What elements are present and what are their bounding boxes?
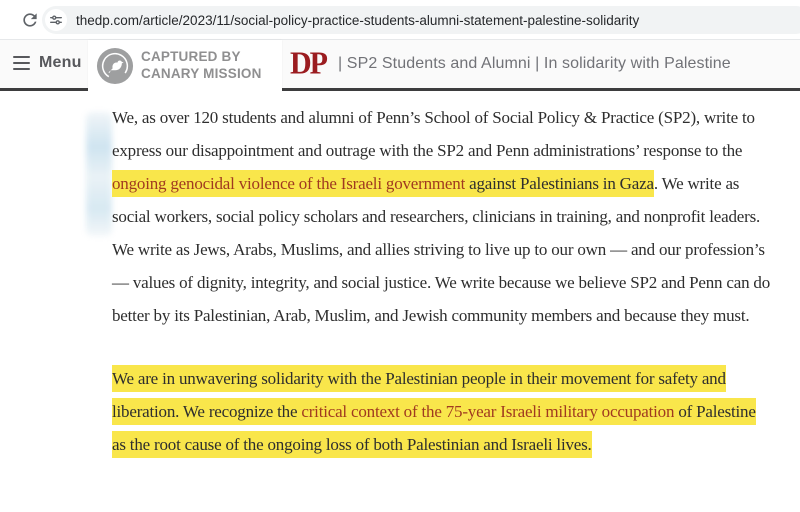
menu-label: Menu [39,54,82,71]
article-paragraph [112,362,772,461]
url-text[interactable]: thedp.com/article/2023/11/social-policy-practice-students-alumni-statement-palestine-solidarity [76,12,640,28]
page-title: | SP2 Students and Alumni | In solidarity with Palestine [338,55,731,72]
canary-bird-icon [96,47,134,85]
watermark-text [141,49,262,81]
hamburger-icon [13,56,30,71]
article-paragraph [112,101,772,332]
inline-link[interactable]: critical context of the 75-year Israeli military occupation [301,398,674,425]
watermark-line1: CAPTURED BY [141,49,241,65]
text-segment: We are in unwavering solidarity with the Palestinian people in their movement for safety and liberation. We recognize the [112,365,726,425]
menu-button[interactable] [13,54,82,72]
reload-icon[interactable] [20,10,40,30]
masthead [290,40,731,88]
article-content [0,91,800,509]
blurred-share-widget [86,112,112,236]
url-bar[interactable] [42,6,800,34]
inline-link[interactable]: ongoing genocidal violence of the Israeli government [112,170,465,197]
text-segment: of Palestine as the root cause of the ongoing loss of both Palestinian and Israeli lives. [112,398,756,458]
text-segment: . We write as social workers, social policy scholars and researchers, clinicians in training, and nonprofit leaders. We write as Jews, Arabs, Muslims, and allies striving to live up to our own — and our profession’s — values of dignity, integrity, and social justice. We write because we believe SP2 and Penn can do better by its Palestinian, Arab, Muslim, and Jewish community members and because they must. [112,174,771,325]
site-header [0,40,800,91]
site-info-icon[interactable] [45,9,67,31]
text-segment: against Palestinians in Gaza [465,170,654,197]
dp-logo[interactable]: DP [290,46,326,81]
browser-address-bar [0,0,800,40]
canary-mission-watermark [88,40,282,91]
text-segment: We, as over 120 students and alumni of Penn’s School of Social Policy & Practice (SP2), write to express our disappointment and outrage with the SP2 and Penn administrations’ response to the [112,108,755,160]
article-body [112,101,772,461]
watermark-line2: CANARY MISSION [141,65,262,81]
